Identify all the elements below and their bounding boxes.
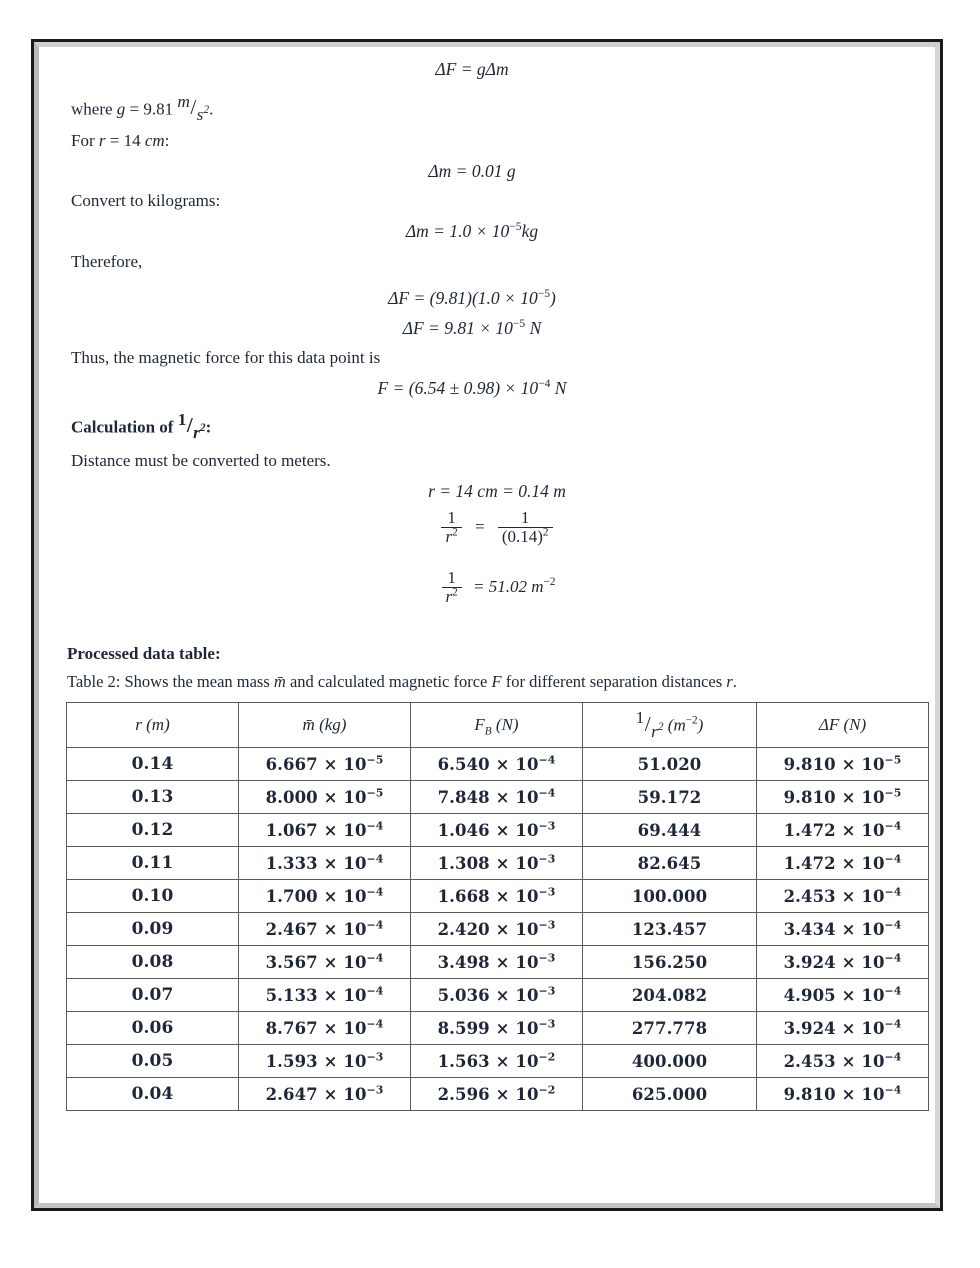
- fraction-denominator: $r^2$: [442, 587, 462, 606]
- column-header-magnetic-force: $F_B$ (N): [411, 703, 583, 748]
- equation-inverse-r-squared-definition: [39, 509, 935, 547]
- cell-delta-f: $1.472 \times 10^{-4}$: [757, 814, 929, 847]
- equation-text: Δm = 1.0 × 10: [405, 221, 510, 241]
- fraction-one-over-r-squared: [441, 509, 461, 547]
- exponent: −5: [512, 318, 526, 331]
- cell-mean-mass: $2.467 \times 10^{-4}$: [239, 913, 411, 946]
- cell-separation-distance: 0.10: [67, 880, 239, 913]
- closing-paren: ): [550, 288, 556, 308]
- cell-magnetic-force: $1.563 \times 10^{-2}$: [411, 1045, 583, 1078]
- cell-mean-mass: $2.647 \times 10^{-3}$: [239, 1078, 411, 1111]
- colon: :: [164, 131, 170, 150]
- cell-inverse-r-squared: 100.000: [583, 880, 757, 913]
- cell-separation-distance: 0.05: [67, 1045, 239, 1078]
- equation-text: ΔF = gΔm: [435, 59, 509, 79]
- fraction-m-per-s2: $m/s^2$: [177, 92, 210, 125]
- text-where: where: [71, 99, 117, 119]
- table-row: [67, 781, 929, 814]
- cell-mean-mass: $8.000 \times 10^{-5}$: [239, 781, 411, 814]
- cell-magnetic-force: $3.498 \times 10^{-3}$: [411, 946, 583, 979]
- cell-separation-distance: 0.09: [67, 913, 239, 946]
- value-r: = 14: [105, 131, 145, 150]
- cell-magnetic-force: $8.599 \times 10^{-3}$: [411, 1012, 583, 1045]
- line-where-g: [71, 92, 213, 125]
- cell-delta-f: $9.810 \times 10^{-4}$: [757, 1078, 929, 1111]
- fraction-numerator: 1: [520, 508, 530, 527]
- equation-force-final: [39, 378, 905, 399]
- unit-kg: kg: [521, 221, 539, 241]
- document-page: [39, 47, 935, 1203]
- cell-mean-mass: $1.593 \times 10^{-3}$: [239, 1045, 411, 1078]
- cell-inverse-r-squared: 82.645: [583, 847, 757, 880]
- equation-inverse-r-squared-value: [39, 569, 935, 607]
- variable-r: r: [428, 481, 435, 501]
- variable-g: g: [116, 99, 126, 119]
- cell-magnetic-force: $2.420 \times 10^{-3}$: [411, 913, 583, 946]
- cell-separation-distance: 0.04: [67, 1078, 239, 1111]
- heading-processed-data-table: Processed data table:: [67, 644, 221, 663]
- equation-delta-m-grams: [39, 161, 905, 182]
- table-row: [67, 946, 929, 979]
- equation-delta-f-substitution: [39, 288, 905, 309]
- cell-inverse-r-squared: 625.000: [583, 1078, 757, 1111]
- equation-text: = 51.02 m: [473, 576, 544, 596]
- fraction-numerator: 1: [447, 508, 456, 527]
- table-row: [67, 913, 929, 946]
- line-therefore: Therefore,: [71, 252, 143, 271]
- cell-delta-f: $9.810 \times 10^{-5}$: [757, 748, 929, 781]
- symbol-distance: r: [726, 672, 733, 691]
- colon: :: [205, 417, 212, 437]
- period: .: [209, 99, 214, 119]
- table-header-row: [67, 703, 929, 748]
- cell-mean-mass: $8.767 \times 10^{-4}$: [239, 1012, 411, 1045]
- table-row: [67, 814, 929, 847]
- unit-newton: N: [525, 318, 542, 338]
- cell-mean-mass: $6.667 \times 10^{-5}$: [239, 748, 411, 781]
- line-for-r: [71, 131, 169, 151]
- exponent: −5: [509, 221, 522, 234]
- caption-part-2: and calculated magnetic force: [285, 672, 492, 691]
- caption-part-4: .: [732, 672, 737, 691]
- cell-delta-f: $4.905 \times 10^{-4}$: [757, 979, 929, 1012]
- column-header-mean-mass: m̄ (kg): [239, 703, 411, 748]
- line-thus-magnetic-force: Thus, the magnetic force for this data point is: [71, 348, 381, 367]
- cell-delta-f: $9.810 \times 10^{-5}$: [757, 781, 929, 814]
- text-for: For: [71, 131, 99, 150]
- table-row: [67, 1045, 929, 1078]
- caption-part-1: Table 2: Shows the mean mass: [67, 672, 274, 691]
- exponent: −4: [538, 378, 551, 391]
- fraction-numerator: 1: [177, 410, 187, 429]
- table-row: [67, 880, 929, 913]
- fraction-numerator: 1: [447, 568, 456, 587]
- cell-separation-distance: 0.07: [67, 979, 239, 1012]
- equation-delta-f-result: [39, 318, 905, 339]
- cell-inverse-r-squared: 123.457: [583, 913, 757, 946]
- cell-inverse-r-squared: 59.172: [583, 781, 757, 814]
- table-row: [67, 748, 929, 781]
- column-header-delta-f: ΔF (N): [757, 703, 929, 748]
- cell-delta-f: $2.453 \times 10^{-4}$: [757, 880, 929, 913]
- cell-magnetic-force: $7.848 \times 10^{-4}$: [411, 781, 583, 814]
- cell-separation-distance: 0.08: [67, 946, 239, 979]
- cell-mean-mass: $3.567 \times 10^{-4}$: [239, 946, 411, 979]
- cell-inverse-r-squared: 400.000: [583, 1045, 757, 1078]
- cell-magnetic-force: $6.540 \times 10^{-4}$: [411, 748, 583, 781]
- caption-part-3: for different separation distances: [501, 672, 727, 691]
- fraction-denominator: $(0.14)^2$: [498, 527, 553, 546]
- column-header-r: r (m): [67, 703, 239, 748]
- cell-delta-f: $2.453 \times 10^{-4}$: [757, 1045, 929, 1078]
- table-row: [67, 1078, 929, 1111]
- cell-separation-distance: 0.11: [67, 847, 239, 880]
- heading-text: Calculation of: [71, 417, 178, 437]
- cell-magnetic-force: $1.308 \times 10^{-3}$: [411, 847, 583, 880]
- cell-mean-mass: $5.133 \times 10^{-4}$: [239, 979, 411, 1012]
- cell-mean-mass: $1.700 \times 10^{-4}$: [239, 880, 411, 913]
- unit-cm: cm: [144, 131, 165, 150]
- equation-text: ΔF = 9.81 × 10: [402, 318, 513, 338]
- unit-newton: N: [550, 378, 567, 398]
- cell-magnetic-force: $2.596 \times 10^{-2}$: [411, 1078, 583, 1111]
- cell-delta-f: $1.472 \times 10^{-4}$: [757, 847, 929, 880]
- cell-mean-mass: $1.333 \times 10^{-4}$: [239, 847, 411, 880]
- equation-delta-f-g-delta-m: [39, 59, 905, 80]
- table-row: [67, 1012, 929, 1045]
- table-caption: [67, 673, 737, 692]
- fraction-one-over-r-squared: [442, 569, 462, 607]
- cell-magnetic-force: $1.668 \times 10^{-3}$: [411, 880, 583, 913]
- equation-text: Δm = 0.01 g: [428, 161, 516, 181]
- fraction-numerator: m: [177, 92, 190, 111]
- fraction-denominator: $r^2$: [193, 422, 206, 443]
- cell-magnetic-force: $1.046 \times 10^{-3}$: [411, 814, 583, 847]
- symbol-force: F: [491, 672, 502, 691]
- exponent: −5: [537, 288, 551, 301]
- column-header-inverse-r-squared: $1/r^2$ $(m^{-2})$: [583, 703, 757, 748]
- exponent: −2: [543, 576, 556, 589]
- cell-separation-distance: 0.12: [67, 814, 239, 847]
- fraction-denominator: $s^2$: [196, 104, 210, 125]
- document-page-frame: [31, 39, 943, 1211]
- equation-text: ΔF = (9.81)(1.0 × 10: [388, 288, 538, 308]
- cell-separation-distance: 0.13: [67, 781, 239, 814]
- cell-inverse-r-squared: 69.444: [583, 814, 757, 847]
- cell-inverse-r-squared: 204.082: [583, 979, 757, 1012]
- symbol-mean-mass: m̄: [273, 672, 286, 691]
- cell-delta-f: $3.434 \times 10^{-4}$: [757, 913, 929, 946]
- equation-text: = 14 cm = 0.14 m: [434, 481, 566, 501]
- equals-sign: =: [474, 516, 485, 536]
- fraction-denominator: $r^2$: [441, 527, 461, 546]
- cell-separation-distance: 0.14: [67, 748, 239, 781]
- fraction-one-over-r-squared: $1/r^2$: [635, 708, 664, 741]
- table-row: [67, 979, 929, 1012]
- cell-magnetic-force: $5.036 \times 10^{-3}$: [411, 979, 583, 1012]
- equation-r-conversion: [39, 481, 935, 502]
- equation-delta-m-kilograms: [39, 221, 905, 242]
- cell-inverse-r-squared: 51.020: [583, 748, 757, 781]
- variable-r: r: [98, 131, 106, 150]
- equation-text: F = (6.54 ± 0.98) × 10: [377, 378, 539, 398]
- line-distance-converted: Distance must be converted to meters.: [71, 451, 331, 470]
- heading-calculation-of-inverse-r-squared: [71, 410, 211, 443]
- line-convert-to-kilograms: Convert to kilograms:: [71, 191, 221, 210]
- cell-mean-mass: $1.067 \times 10^{-4}$: [239, 814, 411, 847]
- cell-delta-f: $3.924 \times 10^{-4}$: [757, 1012, 929, 1045]
- processed-data-table: [66, 702, 929, 1111]
- table-row: [67, 847, 929, 880]
- fraction-one-over-0-14-squared: [498, 509, 553, 547]
- cell-inverse-r-squared: 156.250: [583, 946, 757, 979]
- cell-separation-distance: 0.06: [67, 1012, 239, 1045]
- fraction-one-over-r-squared: $1/r^2$: [177, 410, 206, 443]
- value-g: = 9.81: [125, 99, 178, 119]
- cell-delta-f: $3.924 \times 10^{-4}$: [757, 946, 929, 979]
- cell-inverse-r-squared: 277.778: [583, 1012, 757, 1045]
